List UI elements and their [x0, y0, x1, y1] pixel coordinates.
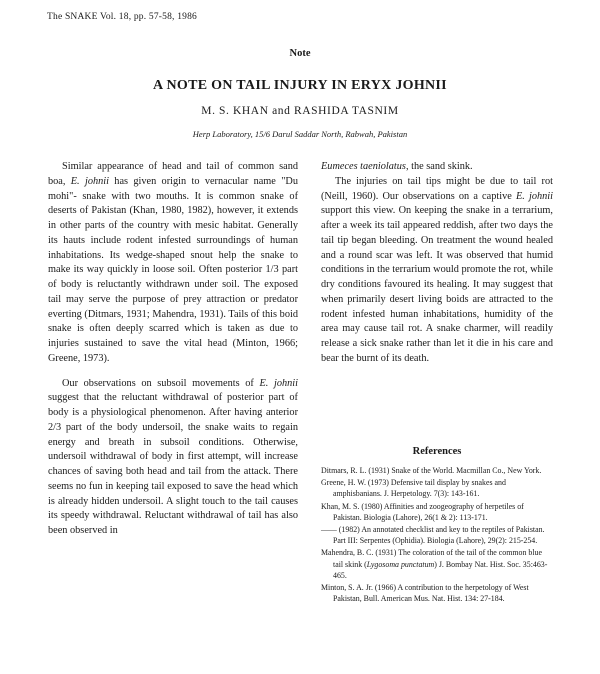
references-list — [321, 465, 553, 605]
right-column — [321, 160, 553, 367]
authors: M. S. KHAN and RASHIDA TASNIM — [201, 105, 399, 117]
paragraph-continuation: Eumeces taeniolatus, the sand skink. — [321, 161, 473, 172]
references-heading: References — [412, 446, 462, 457]
reference-item: —— (1982) An annotated checklist and key to the reptiles of Pakistan. Part III: Serpentes (Ophidia). Biologia (Lahore), 29(2): 215-254. — [321, 525, 545, 546]
paragraph-1: Similar appearance of head and tail of common sand boa, E. johnii has given origin to vernacular name "Du mohi"- snake with two mouths. It is common snake of deserts of Pakistan (Khan, 1980, 1982), however, it extends in other parts of the country with mesic habitat. Generally its hauts include rodent infested surroundings of human inhabitations. Its wedge-shaped snout help the snake to make its way quickly in loose soil. Often posterior 1/3 part of body is reluctantly withdrawn under soil. The exposed tail may serve the purpose of prey attraction or predator everting (Ditmars, 1931; Mahendra, 1931). Tails of this boid snake is often deeply scarred which is taken as due to injuries sustained to save the vital head (Minton, 1966; Greene, 1973). — [48, 161, 298, 364]
affiliation: Herp Laboratory, 15/6 Darul Saddar North, Rabwah, Pakistan — [192, 129, 408, 139]
paragraph-2: Our observations on subsoil movements of E. johnii suggest that the reluctant withdrawal of posterior part of body is a physiological phenomenon. After having anterior 2/3 part of the body undersoil, the snake waits to regain energy and breath in subsoil conditions. Otherwise, undersoil withdrawal of body in first attempt, will increase chances of saving both head and tail from the attack. There seems no fun in keeping tail exposed to save the head which is already hidden undersoil. A slight touch to the tail causes its speedy withdrawal. Reluctant withdrawal of tail has also been observed in — [48, 377, 298, 536]
article-title: A NOTE ON TAIL INJURY IN ERYX JOHNII — [153, 78, 447, 93]
reference-item: Ditmars, R. L. (1931) Snake of the World. Macmillan Co., New York. — [321, 466, 542, 475]
journal-header: The SNAKE Vol. 18, pp. 57-58, 1986 — [47, 12, 198, 22]
paragraph-3: The injuries on tail tips might be due to tail rot (Neill, 1960). Our observations on a captive E. johnii support this view. On keeping the snake in a terrarium, after a week its tail appeared reddish, after two days the tail tip began bleeding. On treatment the wound healed and a round scar was left. It was observed that humid conditions in the terrarium would promote the rot, while dry conditions favoured its healing. It may suggest that when primarily desert living boids are attracted to the rodent infested human inhabitations, humidity of the area may cause tail rot. A snake charmer, will readily release a sick snake rather than let it die in his care and bear the burnt of its death. — [321, 175, 554, 364]
reference-item: Minton, S. A. Jr. (1966) A contribution to the herpetology of West Pakistan, Bull. American Mus. Nat. Hist. 134: 27-184. — [321, 583, 529, 604]
reference-item: Mahendra, B. C. (1931) The coloration of the tail of the common blue tail skink (Lygosoma punctatum) J. Bombay Nat. Hist. Soc. 35:463-465. — [321, 548, 548, 580]
reference-item: Khan, M. S. (1980) Affinities and zoogeography of herpetiles of Pakistan. Biologia (Lahore), 26(1 & 2): 113-171. — [321, 501, 524, 522]
note-label: Note — [289, 48, 311, 59]
left-column — [48, 160, 298, 539]
reference-item: Greene, H. W. (1973) Defensive tail display by snakes and amphisbanians. J. Herpetology. 7(3): 143-161. — [321, 478, 506, 499]
